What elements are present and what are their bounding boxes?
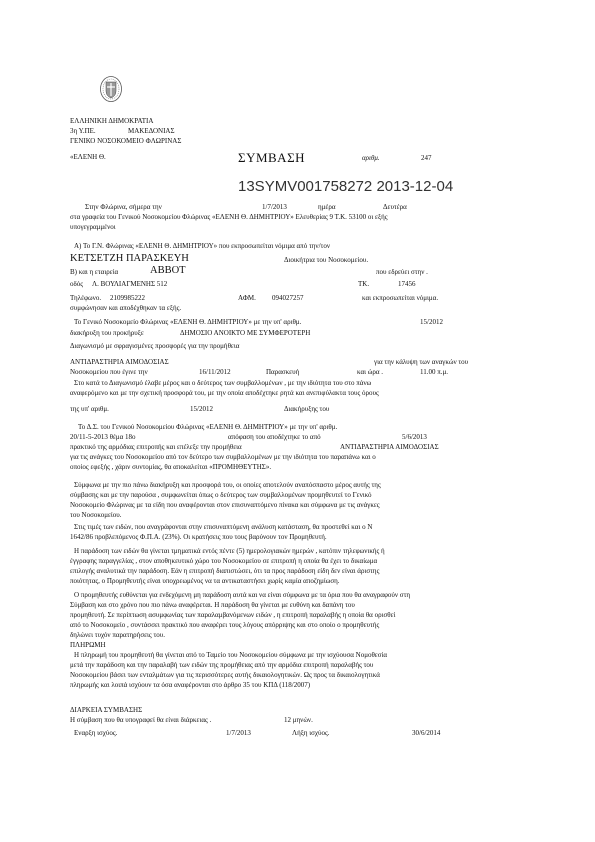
p8-line4: από το Νοσοκομείο , συντάσσει πρακτικό που αναφέρει τους λόγους απόρριψης και στο οποίο ο προμηθευτής <box>70 621 380 629</box>
p5-line3: Νοσοκομείο Φλώρινας με τα είδη που αναφέρονται στον επισυναπτόμενο πίνακα και σύμφωνα με τις ανάγκες <box>70 501 380 509</box>
payment-heading: ΠΛΗΡΩΜΗ <box>70 641 106 649</box>
p5-line4: του Νοσοκομείου. <box>70 511 122 519</box>
contract-number: 247 <box>421 154 432 162</box>
p3-date: 16/11/2012 <box>199 368 231 376</box>
end-label: Λήξη ισχύος. <box>292 729 330 737</box>
p2-text-a: Το Γενικό Νοσοκομείο Φλώρινας «ΕΛΕΝΗ Θ. ΔΗΜΗΤΡΙΟΥ» με την υπ' αριθμ. <box>74 318 302 326</box>
p3-for: για την κάλυψη των αναγκών του <box>374 358 469 366</box>
p3-line3: Στο κατά το Διαγωνισμό έλαβε μέρος και ο δεύτερος των συμβαλλομένων , με την ιδιότητα του στο πάνω <box>74 379 372 387</box>
payment-line3: Νοσοκομείου βάσει των ενταλμάτων για τις περισσότερες αυτής δικαιολογητικών. Ως προς τα δικαιολογητικά <box>70 671 380 679</box>
p2-text-b: διακήρυξη του προκήρυξε <box>70 329 144 337</box>
party-a-line1: Α) Το Γ.Ν. Φλώρινας «ΕΛΕΝΗ Θ. ΔΗΜΗΤΡΙΟΥ» που εκπροσωπείται νόμιμα από την/τον <box>74 242 330 250</box>
p2-line3: Διαγωνισμό με σφραγισμένες προσφορές για την προμήθεια <box>70 342 240 350</box>
party-b-tk: 17456 <box>398 280 416 288</box>
p7-line1: Η παράδοση των ειδών θα γίνεται τμηματικά εντός πέντε (5) ημερολογιακών ημερών , κατόπιν τηλεφωνικής ή <box>74 547 385 555</box>
header-region-name: ΜΑΚΕΔΟΝΙΑΣ <box>128 127 175 135</box>
party-b-agreed: συμφώνησαν και αποδέχθηκαν τα εξής. <box>70 304 182 312</box>
party-b-afm-label: ΑΦΜ. <box>238 294 256 302</box>
party-b-tk-label: ΤΚ. <box>358 280 370 288</box>
p1-line2: στα γραφεία του Γενικού Νοσοκομείου Φλώρινας «ΕΛΕΝΗ Θ. ΔΗΜΗΤΡΙΟΥ» Ελευθερίας 9 Τ.Κ. 53100 οι εξής <box>70 213 388 221</box>
p7-line2: έγγραφης παραγγελίας , στον αποθηκευτικό χώρο του Νοσοκομείου σε επιτροπή η οποία θα έχει το δικαίωμα <box>70 557 378 565</box>
duration-text: Η σύμβαση που θα υπογραφεί θα είναι διάρκειας . <box>70 716 212 724</box>
p3-line5-c: Διακήρυξης του <box>284 405 330 413</box>
header-hospital: ΓΕΝΙΚΟ ΝΟΣΟΚΟΜΕΙΟ ΦΛΩΡΙΝΑΣ <box>70 137 182 145</box>
payment-line4: πληρωμής και λοιπά ισχύουν τα όσα αναφέρονται στο άρθρο 35 του ΚΠΔ (118/2007) <box>70 681 311 689</box>
p4-text-c: απόφαση του αποδέχτηκε το από <box>228 433 321 441</box>
p7-line3: επιλογής αναλυτικά την παράδοση. Εάν η επιτροπή διαπιστώσει, ότι τα προς παράδοση είδη δεν είναι άριστης <box>70 567 380 575</box>
p3-time-label: και ώρα . <box>357 368 384 376</box>
p6-line1: Στις τιμές των ειδών, που αναγράφονται στην επισυναπτόμενη ανάλυση κατάσταση, θα προστεθεί και ο Ν <box>74 523 373 531</box>
p4-item: ΑΝΤΙΔΡΑΣΤΗΡΙΑ ΑΙΜΟΔΟΣΙΑΣ <box>340 443 439 451</box>
p1-day: Δευτέρα <box>383 203 407 211</box>
party-b-seat: που εδρεύει στην . <box>376 268 428 276</box>
adam-identifier: 13SYMV001758272 2013-12-04 <box>238 178 454 195</box>
duration-months: 12 μηνών. <box>284 716 313 724</box>
start-date: 1/7/2013 <box>226 729 251 737</box>
header-region-code: 3η Υ.ΠΕ. <box>70 127 96 135</box>
p1-date: 1/7/2013 <box>262 203 287 211</box>
p2-number: 15/2012 <box>420 318 443 326</box>
party-b-street: Λ. ΒΟΥΛΙΑΓΜΕΝΗΣ 512 <box>92 280 168 288</box>
party-b-phone: 2109985222 <box>110 294 145 302</box>
p3-line5-b: 15/2012 <box>190 405 213 413</box>
start-label: Εναρξη ισχύος. <box>74 729 118 737</box>
end-date: 30/6/2014 <box>412 729 441 737</box>
party-b-label: Β) και η εταιρεία <box>70 268 119 276</box>
p3-item: ΑΝΤΙΔΡΑΣΤΗΡΙΑ ΑΙΜΟΔΟΣΙΑΣ <box>70 358 169 366</box>
contract-number-label: αριθμ. <box>362 154 380 162</box>
p3-line5-a: της υπ' αριθμ. <box>70 405 109 413</box>
header-hospital-short: «ΕΛΕΝΗ Θ. <box>70 153 106 161</box>
header-country: ΕΛΛΗΝΙΚΗ ΔΗΜΟΚΡΑΤΙΑ <box>70 117 154 125</box>
p6-line2: 1642/86 προβλεπόμενος Φ.Π.Α. (23%). Οι κρατήσεις που τους βαρύνουν τον Προμηθευτή. <box>70 533 327 541</box>
p3-line4: αναφερόμενο και με την σχετική προσφορά του, με την οποία αποδέχτηκε ρητά και ανεπιφύλακτα τους όρους <box>70 389 379 397</box>
p1-text-a: Στην Φλώρινα, σήμερα την <box>85 203 162 211</box>
p3-text-a: Νοσοκομείου που έγινε την <box>70 368 148 376</box>
p8-line1: Ο προμηθευτής ευθύνεται για ενδεχόμενη μη παράδοση αυτά και να είναι σύμφωνα με τα όρια που θα αναγραφούν στη <box>74 591 411 599</box>
p8-line3: προμηθευτή. Σε περίπτωση ασυμφωνίας των παραλαμβανόμενων ειδών , η επιτροπή παραλαβής η οποία θα ορισθεί <box>70 611 396 619</box>
p1-text-c: ημέρα <box>318 203 336 211</box>
payment-line1: Η πληρωμή του προμηθευτή θα γίνεται από το Ταμείο του Νοσοκομείου σύμφωνα με την ισχύουσα Νομοθεσία <box>74 651 388 659</box>
document-title: ΣΥΜΒΑΣΗ <box>238 150 306 165</box>
p5-line2: σύμβασης και με την παρούσα , συμφωνείται όπως ο δεύτερος των συμβαλλομένων προμηθευτεί το Γενικό <box>70 491 372 499</box>
p4-text-e: πρακτικό της αρμόδιας επιτροπής και επέλεξε την προμήθεια <box>70 443 242 451</box>
duration-heading: ΔΙΑΡΚΕΙΑ ΣΥΜΒΑΣΗΣ <box>70 706 143 714</box>
p1-line3: υπογεγραμμένοι <box>70 223 116 231</box>
p2-tender-type: ΔΗΜΟΣΙΟ ΑΝΟΙΚΤΟ ΜΕ ΣΥΜΦΕΡΟΤΕΡΗ <box>180 329 311 337</box>
party-b-street-label: οδός <box>70 280 84 288</box>
greek-coat-of-arms-emblem <box>100 76 122 102</box>
p8-line2: Σύμβαση και στο χρόνο που πιο πάνω αναφέρεται. Η παράδοση θα γίνεται με ευθύνη και δαπάνη του <box>70 601 355 609</box>
p4-date: 5/6/2013 <box>402 433 427 441</box>
p4-line-h: οποίος εφεξής , χάριν συντομίας, θα αποκαλείται «ΠΡΟΜΗΘΕΥΤΗΣ». <box>70 463 272 471</box>
party-a-name: ΚΕΤΣΕΤΖΗ ΠΑΡΑΣΚΕΥΗ <box>70 253 189 264</box>
p4-line-g: για τις ανάγκες του Νοσοκομείου από τον δεύτερο των συμβαλλομένων με την ιδιότητα του παραπάνω και ο <box>70 453 376 461</box>
p3-day: Παρασκευή <box>266 368 300 376</box>
party-b-company: ABBOT <box>150 265 186 276</box>
p3-time: 11.00 π.μ. <box>420 368 449 376</box>
p4-text-a: Το Δ.Σ. του Γενικού Νοσοκομείου Φλώρινας «ΕΛΕΝΗ Θ. ΔΗΜΗΤΡΙΟΥ» με την υπ' αριθμ. <box>78 423 338 431</box>
party-b-representation: και εκπροσωπείται νόμιμα. <box>362 294 439 302</box>
p5-line1: Σύμφωνα με την πιο πάνω διακήρυξη και προσφορά του, οι οποίες αποτελούν αναπόσπαστο μέρος αυτής της <box>74 481 381 489</box>
party-b-afm: 094027257 <box>272 294 304 302</box>
payment-line2: μετά την παράδοση και την παραλαβή των ειδών της προμήθειας από την αρμόδια επιτροπή παραλαβής του <box>70 661 374 669</box>
party-a-role: Διοικήτρια του Νοσοκομείου. <box>284 256 369 264</box>
party-b-phone-label: Τηλέφωνο. <box>70 294 102 302</box>
p7-line4: ποιότητας, ο Προμηθευτής είναι υποχρεωμένος να τα αντικαταστήσει χωρίς καμία αποζημίωση. <box>70 577 340 585</box>
p4-decision: 20/11-5-2013 θέμα 18ο <box>70 433 136 441</box>
p8-line5: δηλώνει τυχόν παρατηρήσεις του. <box>70 631 165 639</box>
